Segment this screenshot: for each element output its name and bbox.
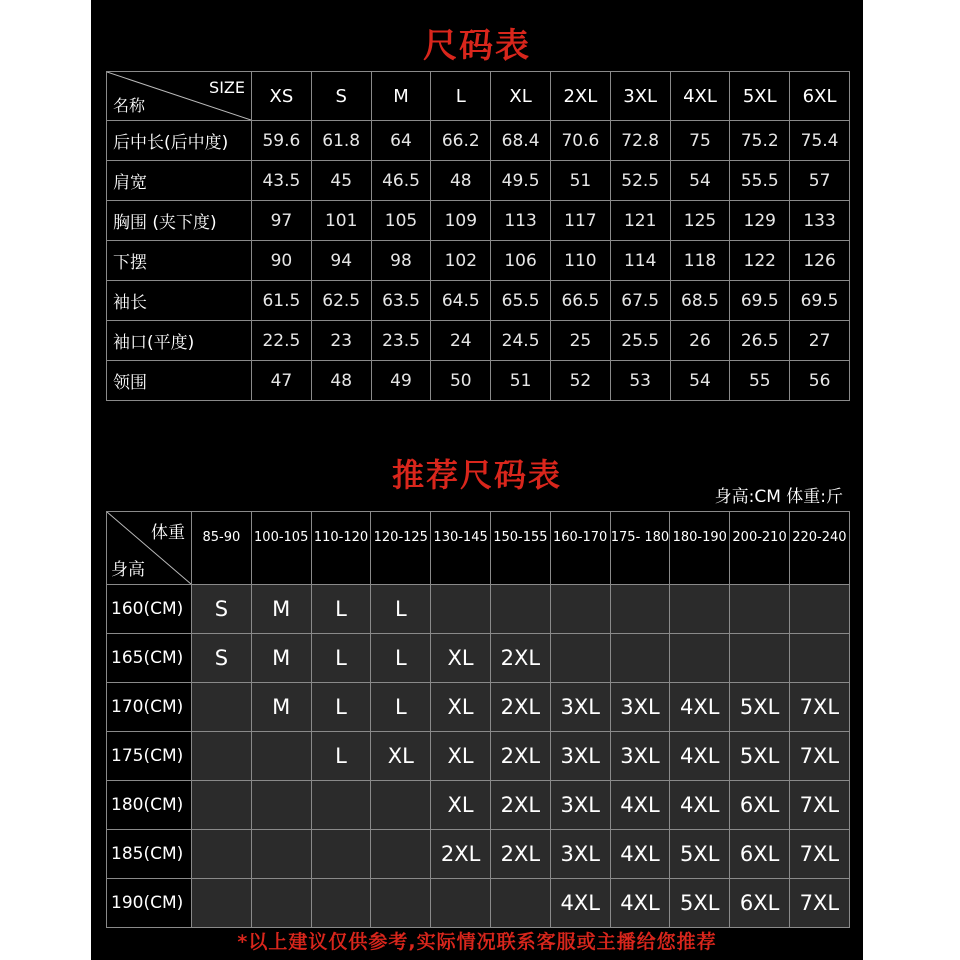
measurement-value: 56 bbox=[790, 361, 850, 401]
weight-column-header: 130-145 bbox=[431, 512, 491, 585]
weight-header-row bbox=[107, 512, 850, 585]
size-column-header: S bbox=[311, 72, 371, 121]
recommended-size-cell bbox=[431, 879, 491, 928]
table-row bbox=[107, 683, 850, 732]
size-column-header: 6XL bbox=[790, 72, 850, 121]
table-row bbox=[107, 585, 850, 634]
measurement-value: 101 bbox=[311, 201, 371, 241]
recommended-size-cell bbox=[371, 879, 431, 928]
size-chart-title: 尺码表 bbox=[423, 26, 531, 66]
measurement-value: 122 bbox=[730, 241, 790, 281]
recommended-size-cell bbox=[311, 879, 371, 928]
recommended-size-cell bbox=[789, 634, 849, 683]
measurement-value: 70.6 bbox=[550, 121, 610, 161]
measurement-label: 领围 bbox=[107, 361, 252, 401]
measurement-value: 102 bbox=[431, 241, 491, 281]
size-column-header: 3XL bbox=[610, 72, 670, 121]
size-header-row bbox=[107, 72, 850, 121]
measurement-value: 66.2 bbox=[431, 121, 491, 161]
recommended-size-cell: 4XL bbox=[670, 683, 730, 732]
measurement-value: 45 bbox=[311, 161, 371, 201]
recommended-size-cell bbox=[371, 830, 431, 879]
measurement-value: 51 bbox=[491, 361, 551, 401]
measurement-value: 46.5 bbox=[371, 161, 431, 201]
measurement-value: 75.4 bbox=[790, 121, 850, 161]
recommended-size-cell bbox=[730, 634, 790, 683]
measurement-value: 57 bbox=[790, 161, 850, 201]
recommended-size-cell: 4XL bbox=[610, 830, 670, 879]
weight-column-header: 120-125 bbox=[371, 512, 431, 585]
recommended-size-cell: 3XL bbox=[610, 732, 670, 781]
recommended-size-cell bbox=[192, 879, 252, 928]
measurement-value: 24 bbox=[431, 321, 491, 361]
table-row bbox=[107, 634, 850, 683]
height-label: 185(CM) bbox=[107, 830, 192, 879]
recommended-size-cell: 7XL bbox=[789, 879, 849, 928]
recommended-size-cell: 3XL bbox=[550, 830, 610, 879]
recommended-size-cell bbox=[251, 879, 311, 928]
recommended-size-cell bbox=[192, 683, 252, 732]
recommend-chart-title: 推荐尺码表 bbox=[391, 456, 562, 494]
recommended-size-cell bbox=[311, 830, 371, 879]
measurement-value: 54 bbox=[670, 361, 730, 401]
recommended-size-cell: 7XL bbox=[789, 732, 849, 781]
recommended-size-cell: L bbox=[311, 634, 371, 683]
measurement-value: 52.5 bbox=[610, 161, 670, 201]
recommended-size-cell: 6XL bbox=[730, 781, 790, 830]
recommended-size-cell bbox=[610, 634, 670, 683]
recommended-size-cell: 4XL bbox=[670, 781, 730, 830]
recommended-size-cell bbox=[251, 830, 311, 879]
weight-column-header: 85-90 bbox=[192, 512, 252, 585]
recommended-size-cell bbox=[550, 634, 610, 683]
weight-column-header: 100-105 bbox=[251, 512, 311, 585]
recommended-size-cell bbox=[192, 732, 252, 781]
measurement-value: 24.5 bbox=[491, 321, 551, 361]
measurement-value: 22.5 bbox=[252, 321, 312, 361]
measurement-value: 51 bbox=[550, 161, 610, 201]
recommended-size-cell: 3XL bbox=[550, 732, 610, 781]
recommended-size-cell: 6XL bbox=[730, 830, 790, 879]
recommended-size-cell: M bbox=[251, 683, 311, 732]
measurement-value: 52 bbox=[550, 361, 610, 401]
measurement-value: 23 bbox=[311, 321, 371, 361]
size-column-header: XS bbox=[252, 72, 312, 121]
corner-column-label: SIZE bbox=[209, 78, 245, 97]
recommended-size-cell bbox=[251, 781, 311, 830]
table-row bbox=[107, 201, 850, 241]
size-column-header: 2XL bbox=[550, 72, 610, 121]
recommended-size-cell: 4XL bbox=[670, 732, 730, 781]
measurement-label: 后中长(后中度) bbox=[107, 121, 252, 161]
weight-column-header: 180-190 bbox=[670, 512, 730, 585]
measurement-value: 26 bbox=[670, 321, 730, 361]
height-label: 180(CM) bbox=[107, 781, 192, 830]
table-row bbox=[107, 241, 850, 281]
recommended-size-cell bbox=[431, 585, 491, 634]
measurement-value: 105 bbox=[371, 201, 431, 241]
measurement-value: 49 bbox=[371, 361, 431, 401]
header-corner-cell bbox=[107, 72, 252, 121]
measurement-value: 110 bbox=[550, 241, 610, 281]
recommended-size-cell: S bbox=[192, 634, 252, 683]
recommended-size-cell: XL bbox=[431, 732, 491, 781]
measurement-value: 67.5 bbox=[610, 281, 670, 321]
recommended-size-cell: 3XL bbox=[610, 683, 670, 732]
recommended-size-cell bbox=[251, 732, 311, 781]
measurement-value: 114 bbox=[610, 241, 670, 281]
height-label: 165(CM) bbox=[107, 634, 192, 683]
weight-column-header: 175- 180 bbox=[610, 512, 670, 585]
measurement-value: 59.6 bbox=[252, 121, 312, 161]
measurement-value: 97 bbox=[252, 201, 312, 241]
measurement-value: 64.5 bbox=[431, 281, 491, 321]
recommended-size-cell: 4XL bbox=[610, 781, 670, 830]
measurement-value: 106 bbox=[491, 241, 551, 281]
measurement-value: 55 bbox=[730, 361, 790, 401]
measurement-value: 109 bbox=[431, 201, 491, 241]
measurement-value: 68.5 bbox=[670, 281, 730, 321]
measurement-value: 133 bbox=[790, 201, 850, 241]
measurement-value: 117 bbox=[550, 201, 610, 241]
recommended-size-cell: M bbox=[251, 585, 311, 634]
measurement-value: 48 bbox=[311, 361, 371, 401]
measurement-value: 63.5 bbox=[371, 281, 431, 321]
corner-column-label: 体重 bbox=[151, 523, 185, 543]
measurement-value: 75 bbox=[670, 121, 730, 161]
table-row bbox=[107, 121, 850, 161]
measurement-label: 袖长 bbox=[107, 281, 252, 321]
recommended-size-cell: L bbox=[371, 634, 431, 683]
size-column-header: L bbox=[431, 72, 491, 121]
recommended-size-cell: XL bbox=[431, 781, 491, 830]
measurement-label: 胸围 (夹下度) bbox=[107, 201, 252, 241]
measurement-value: 55.5 bbox=[730, 161, 790, 201]
measurement-value: 121 bbox=[610, 201, 670, 241]
recommended-size-cell bbox=[610, 585, 670, 634]
size-guide-panel bbox=[91, 0, 863, 960]
table-row bbox=[107, 781, 850, 830]
height-label: 175(CM) bbox=[107, 732, 192, 781]
weight-column-header: 150-155 bbox=[490, 512, 550, 585]
size-chart-table bbox=[106, 71, 850, 401]
size-column-header: 5XL bbox=[730, 72, 790, 121]
recommend-chart-table bbox=[106, 511, 850, 928]
recommended-size-cell: L bbox=[311, 732, 371, 781]
recommended-size-cell bbox=[490, 585, 550, 634]
measurement-value: 50 bbox=[431, 361, 491, 401]
recommended-size-cell: 4XL bbox=[550, 879, 610, 928]
height-label: 160(CM) bbox=[107, 585, 192, 634]
measurement-value: 26.5 bbox=[730, 321, 790, 361]
measurement-value: 129 bbox=[730, 201, 790, 241]
weight-column-header: 160-170 bbox=[550, 512, 610, 585]
recommended-size-cell bbox=[192, 830, 252, 879]
measurement-value: 61.8 bbox=[311, 121, 371, 161]
measurement-value: 113 bbox=[491, 201, 551, 241]
measurement-value: 75.2 bbox=[730, 121, 790, 161]
measurement-value: 47 bbox=[252, 361, 312, 401]
recommended-size-cell: 3XL bbox=[550, 683, 610, 732]
recommended-size-cell bbox=[730, 585, 790, 634]
measurement-value: 72.8 bbox=[610, 121, 670, 161]
footnote: *以上建议仅供参考,实际情况联系客服或主播给您推荐 bbox=[237, 931, 717, 953]
header-corner-cell bbox=[107, 512, 192, 585]
recommended-size-cell: 3XL bbox=[550, 781, 610, 830]
recommended-size-cell: 7XL bbox=[789, 781, 849, 830]
table-row bbox=[107, 161, 850, 201]
weight-column-header: 220-240 bbox=[789, 512, 849, 585]
measurement-value: 90 bbox=[252, 241, 312, 281]
recommended-size-cell bbox=[192, 781, 252, 830]
recommended-size-cell: 2XL bbox=[431, 830, 491, 879]
measurement-value: 64 bbox=[371, 121, 431, 161]
measurement-value: 48 bbox=[431, 161, 491, 201]
recommended-size-cell: 2XL bbox=[490, 830, 550, 879]
table-row bbox=[107, 879, 850, 928]
size-column-header: XL bbox=[491, 72, 551, 121]
measurement-value: 49.5 bbox=[491, 161, 551, 201]
table-row bbox=[107, 321, 850, 361]
measurement-value: 62.5 bbox=[311, 281, 371, 321]
recommended-size-cell: 7XL bbox=[789, 683, 849, 732]
recommended-size-cell: 4XL bbox=[610, 879, 670, 928]
measurement-value: 126 bbox=[790, 241, 850, 281]
size-column-header: M bbox=[371, 72, 431, 121]
table-row bbox=[107, 281, 850, 321]
corner-row-label: 身高 bbox=[111, 560, 145, 580]
weight-column-header: 200-210 bbox=[730, 512, 790, 585]
table-row bbox=[107, 830, 850, 879]
recommended-size-cell: 2XL bbox=[490, 683, 550, 732]
recommended-size-cell: L bbox=[371, 683, 431, 732]
recommended-size-cell bbox=[550, 585, 610, 634]
recommended-size-cell: L bbox=[311, 585, 371, 634]
measurement-value: 69.5 bbox=[730, 281, 790, 321]
recommended-size-cell bbox=[670, 634, 730, 683]
measurement-label: 肩宽 bbox=[107, 161, 252, 201]
size-column-header: 4XL bbox=[670, 72, 730, 121]
measurement-value: 27 bbox=[790, 321, 850, 361]
measurement-label: 下摆 bbox=[107, 241, 252, 281]
recommended-size-cell bbox=[670, 585, 730, 634]
recommended-size-cell: XL bbox=[371, 732, 431, 781]
recommended-size-cell bbox=[311, 781, 371, 830]
measurement-value: 25.5 bbox=[610, 321, 670, 361]
height-label: 190(CM) bbox=[107, 879, 192, 928]
weight-column-header: 110-120 bbox=[311, 512, 371, 585]
measurement-label: 袖口(平度) bbox=[107, 321, 252, 361]
measurement-value: 54 bbox=[670, 161, 730, 201]
recommended-size-cell: M bbox=[251, 634, 311, 683]
measurement-value: 43.5 bbox=[252, 161, 312, 201]
recommended-size-cell bbox=[789, 585, 849, 634]
recommended-size-cell: 7XL bbox=[789, 830, 849, 879]
table-row bbox=[107, 732, 850, 781]
recommended-size-cell bbox=[490, 879, 550, 928]
measurement-value: 61.5 bbox=[252, 281, 312, 321]
recommended-size-cell bbox=[371, 781, 431, 830]
recommended-size-cell: 5XL bbox=[670, 879, 730, 928]
measurement-value: 53 bbox=[610, 361, 670, 401]
recommended-size-cell: XL bbox=[431, 634, 491, 683]
recommended-size-cell: 5XL bbox=[670, 830, 730, 879]
measurement-value: 66.5 bbox=[550, 281, 610, 321]
recommended-size-cell: 6XL bbox=[730, 879, 790, 928]
recommended-size-cell: 2XL bbox=[490, 634, 550, 683]
recommended-size-cell: 2XL bbox=[490, 732, 550, 781]
table-row bbox=[107, 361, 850, 401]
recommended-size-cell: L bbox=[371, 585, 431, 634]
height-label: 170(CM) bbox=[107, 683, 192, 732]
measurement-value: 118 bbox=[670, 241, 730, 281]
recommended-size-cell: 2XL bbox=[490, 781, 550, 830]
recommended-size-cell: L bbox=[311, 683, 371, 732]
measurement-value: 69.5 bbox=[790, 281, 850, 321]
measurement-value: 65.5 bbox=[491, 281, 551, 321]
measurement-value: 125 bbox=[670, 201, 730, 241]
measurement-value: 68.4 bbox=[491, 121, 551, 161]
corner-row-label: 名称 bbox=[113, 96, 146, 115]
measurement-value: 23.5 bbox=[371, 321, 431, 361]
measurement-value: 25 bbox=[550, 321, 610, 361]
recommended-size-cell: S bbox=[192, 585, 252, 634]
recommended-size-cell: 5XL bbox=[730, 683, 790, 732]
measurement-value: 98 bbox=[371, 241, 431, 281]
measurement-value: 94 bbox=[311, 241, 371, 281]
recommended-size-cell: 5XL bbox=[730, 732, 790, 781]
recommended-size-cell: XL bbox=[431, 683, 491, 732]
unit-note: 身高:CM 体重:斤 bbox=[714, 487, 843, 507]
